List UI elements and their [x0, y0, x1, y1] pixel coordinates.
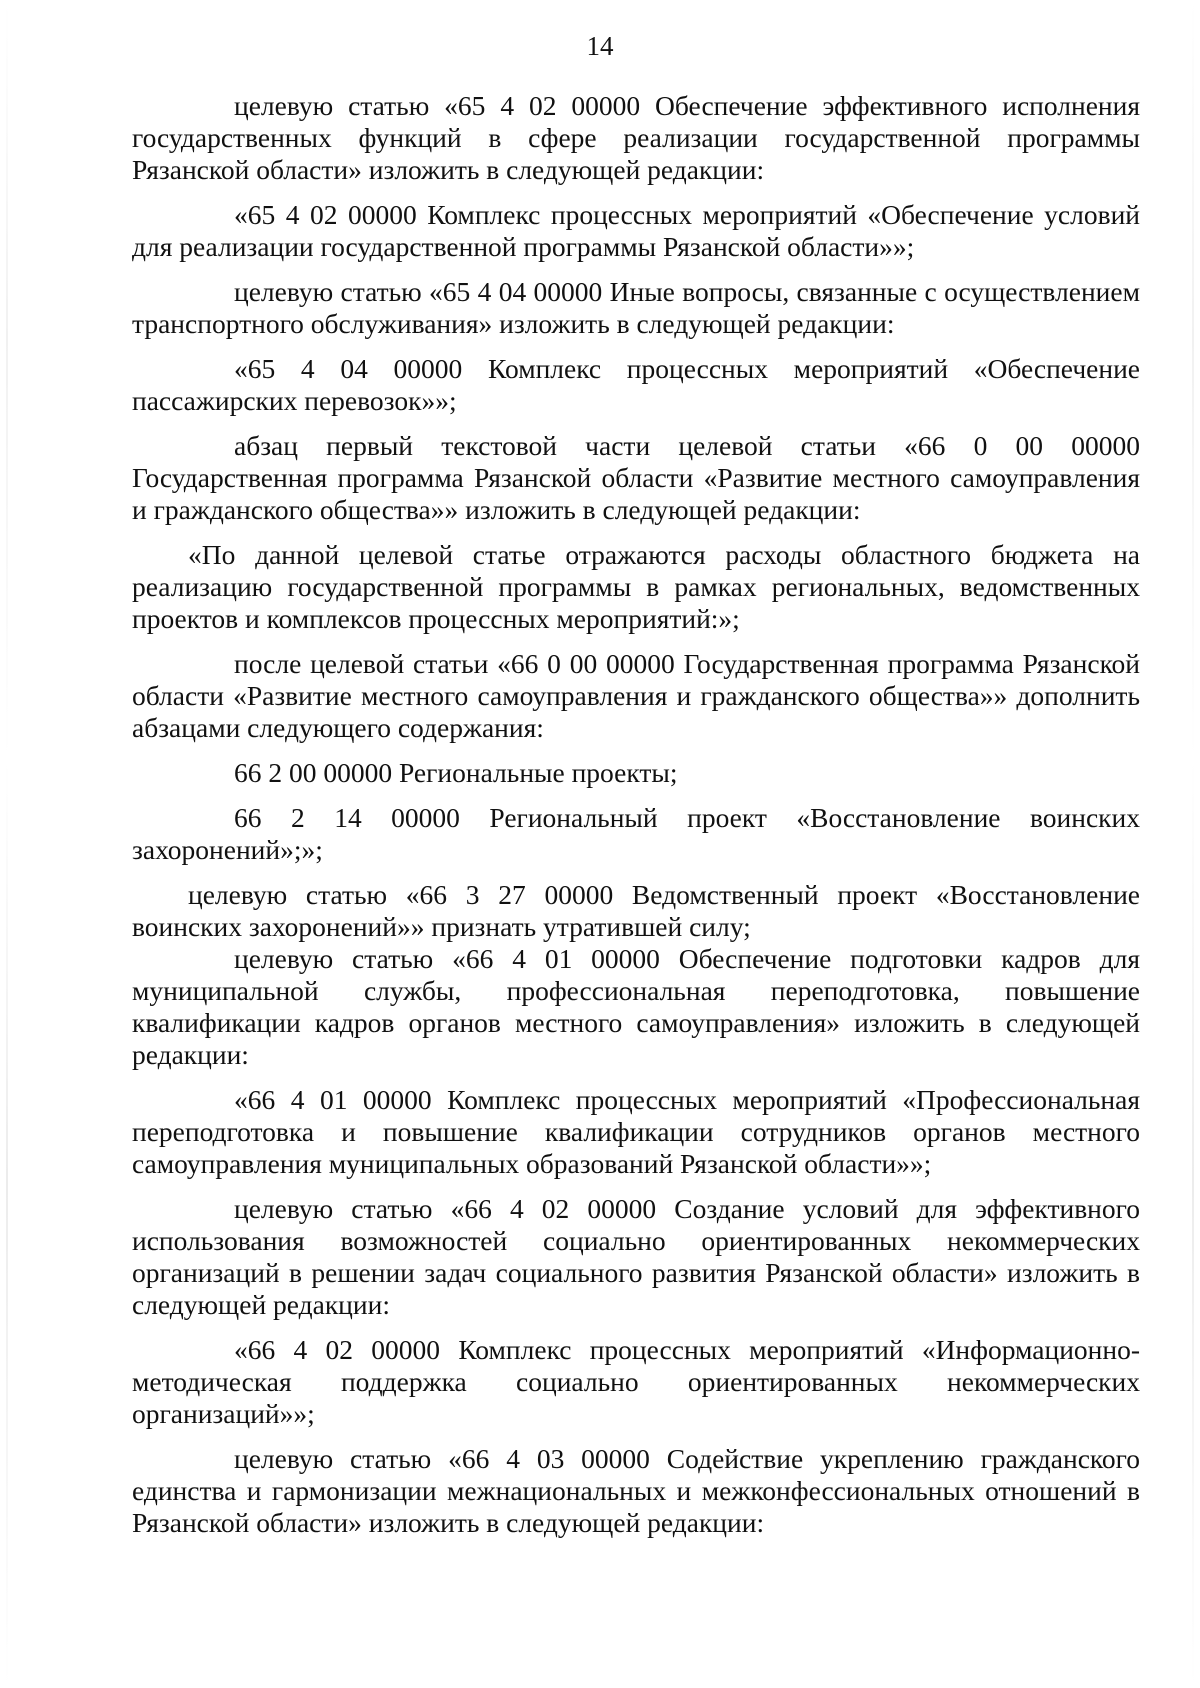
document-body	[132, 90, 1140, 1552]
paragraph: целевую статью «65 4 02 00000 Обеспечение эффективного исполнения государственных функций в сфере реализации государственной программы Рязанской области» изложить в следующей редакции:	[132, 90, 1140, 185]
scan-edge-right	[1192, 0, 1194, 1688]
paragraph: «66 4 01 00000 Комплекс процессных мероприятий «Профессиональная переподготовка и повышение квалификации сотрудников органов местного самоуправления муниципальных образований Рязанской области»»;	[132, 1084, 1140, 1179]
paragraph: «По данной целевой статье отражаются расходы областного бюджета на реализацию государственной программы в рамках региональных, ведомственных проектов и комплексов процессных мероприятий:»;	[132, 539, 1140, 634]
paragraph: «66 4 02 00000 Комплекс процессных мероприятий «Информационно-методическая поддержка социально ориентированных некоммерческих организаций»»;	[132, 1334, 1140, 1429]
paragraph: целевую статью «66 4 01 00000 Обеспечение подготовки кадров для муниципальной службы, профессиональная переподготовка, повышение квалификации кадров органов местного самоуправления» изложить в следующей редакции:	[132, 943, 1140, 1070]
paragraph: целевую статью «66 4 02 00000 Создание условий для эффективного использования возможностей социально ориентированных некоммерческих организаций в решении задач социального развития Рязанской области» изложить в следующей редакции:	[132, 1193, 1140, 1320]
paragraph: абзац первый текстовой части целевой статьи «66 0 00 00000 Государственная программа Рязанской области «Развитие местного самоуправления и гражданского общества»» изложить в следующей редакции:	[132, 430, 1140, 525]
paragraph: «65 4 02 00000 Комплекс процессных мероприятий «Обеспечение условий для реализации государственной программы Рязанской области»»;	[132, 199, 1140, 262]
paragraph: после целевой статьи «66 0 00 00000 Государственная программа Рязанской области «Развитие местного самоуправления и гражданского общества»» дополнить абзацами следующего содержания:	[132, 648, 1140, 743]
paragraph: 66 2 14 00000 Региональный проект «Восстановление воинских захоронений»;»;	[132, 802, 1140, 865]
paragraph: целевую статью «65 4 04 00000 Иные вопросы, связанные с осуществлением транспортного обслуживания» изложить в следующей редакции:	[132, 276, 1140, 339]
paragraph: целевую статью «66 4 03 00000 Содействие укреплению гражданского единства и гармонизации межнациональных и межконфессиональных отношений в Рязанской области» изложить в следующей редакции:	[132, 1443, 1140, 1538]
paragraph: «65 4 04 00000 Комплекс процессных мероприятий «Обеспечение пассажирских перевозок»»;	[132, 353, 1140, 416]
paragraph: целевую статью «66 3 27 00000 Ведомственный проект «Восстановление воинских захоронений»» признать утратившей силу;	[132, 879, 1140, 942]
page-number: 14	[586, 31, 614, 61]
paragraph: 66 2 00 00000 Региональные проекты;	[234, 757, 678, 788]
scan-edge-left	[6, 0, 8, 1688]
